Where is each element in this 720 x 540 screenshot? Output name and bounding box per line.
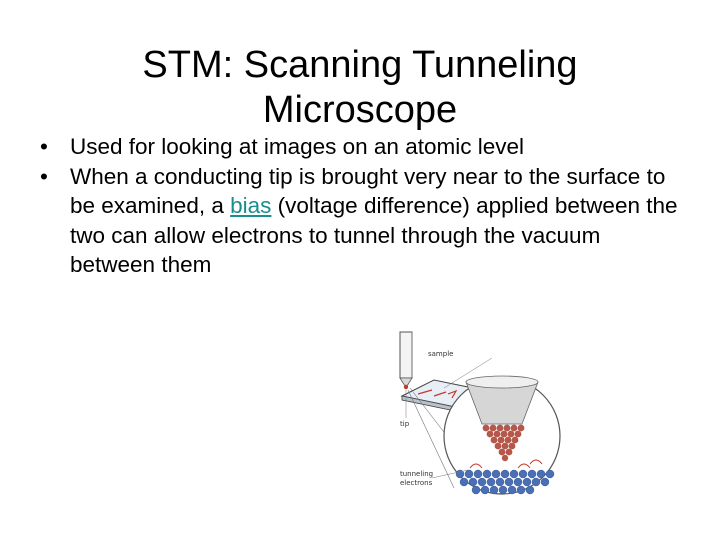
bullet-icon: •	[40, 134, 48, 159]
title-line-1: STM: Scanning Tunneling	[142, 44, 578, 87]
label-tip: tip	[400, 420, 410, 428]
tip-apex	[404, 385, 408, 389]
bullet-text-2b: (voltage difference) applied between the two can allow electrons to tunnel through the vacuum between them	[70, 193, 678, 277]
tip-cone	[400, 378, 412, 386]
sample-atoms	[456, 470, 554, 494]
bullet-item-2	[40, 162, 680, 280]
bias-link[interactable]: bias	[230, 193, 272, 218]
slide-title	[60, 43, 660, 133]
label-tunneling-2: electrons	[400, 479, 433, 487]
bullet-icon: •	[40, 163, 48, 189]
bullet-text-1: Used for looking at images on an atomic level	[70, 134, 524, 159]
title-line-2: Microscope	[262, 89, 458, 132]
bullet-list	[40, 132, 680, 280]
stm-diagram-svg	[380, 328, 620, 500]
label-tunneling-1: tunneling	[400, 470, 434, 478]
label-sample: sample	[428, 350, 454, 358]
tip-holder	[400, 332, 412, 378]
bullet-text-2a: When a conducting tip is brought very near to the surface to be examined, a	[70, 163, 666, 218]
bullet-item-1	[40, 132, 680, 162]
stm-diagram	[380, 328, 620, 500]
